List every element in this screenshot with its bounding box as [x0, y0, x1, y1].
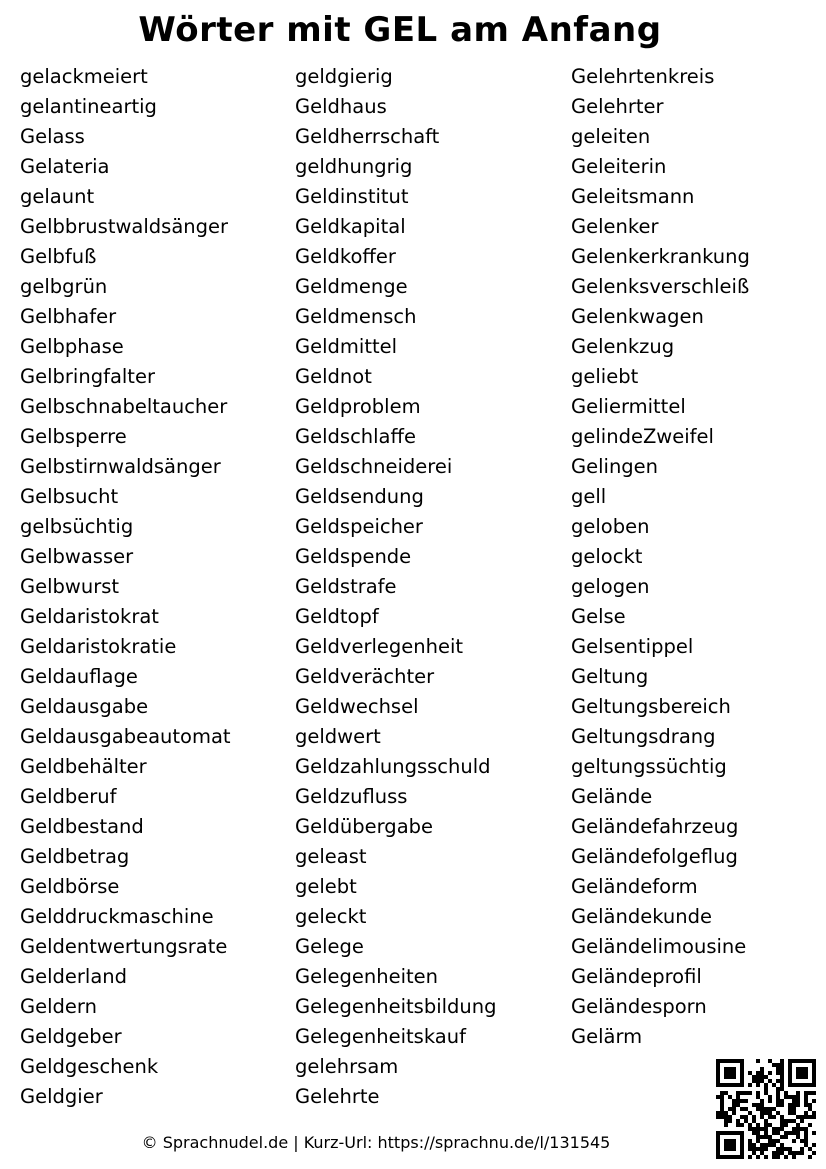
- word-item: Geländeprofil: [571, 965, 702, 988]
- word-item: Geldspende: [295, 545, 412, 568]
- word-item: Geldbörse: [20, 875, 120, 898]
- word-item: Geländeform: [571, 875, 698, 898]
- word-item: Gelbhafer: [20, 305, 117, 328]
- word-item: Geldtopf: [295, 605, 379, 628]
- word-item: Gelbwasser: [20, 545, 134, 568]
- word-item: Geldbestand: [20, 815, 144, 838]
- word-item: Geldaristokrat: [20, 605, 159, 628]
- word-item: Geldmensch: [295, 305, 417, 328]
- word-item: gell: [571, 485, 607, 508]
- word-item: Gelehrter: [571, 95, 664, 118]
- word-item: gelebt: [295, 875, 357, 898]
- word-item: Geldgier: [20, 1085, 103, 1108]
- word-item: geloben: [571, 515, 650, 538]
- word-item: Geldausgabe: [20, 695, 149, 718]
- word-column-3: [571, 62, 750, 1052]
- word-item: Geldsendung: [295, 485, 424, 508]
- word-item: Geldhaus: [295, 95, 387, 118]
- word-item: Geldzufluss: [295, 785, 408, 808]
- word-item: gelbsüchtig: [20, 515, 134, 538]
- word-item: Geldaristokratie: [20, 635, 177, 658]
- word-item: Geldschneiderei: [295, 455, 453, 478]
- word-item: Geländekunde: [571, 905, 712, 928]
- word-item: Geldausgabeautomat: [20, 725, 231, 748]
- word-item: gelbgrün: [20, 275, 108, 298]
- footer-credit: © Sprachnudel.de | Kurz-Url: https://sprachnu.de/l/131545: [141, 1133, 611, 1152]
- word-item: Geleitsmann: [571, 185, 695, 208]
- word-item: Gelenkzug: [571, 335, 675, 358]
- word-item: Geldern: [20, 995, 97, 1018]
- word-item: Gelbschnabeltaucher: [20, 395, 228, 418]
- word-item: Gelderland: [20, 965, 128, 988]
- word-item: Geldgeschenk: [20, 1055, 159, 1078]
- word-item: Geldauflage: [20, 665, 138, 688]
- word-item: Gelärm: [571, 1025, 643, 1048]
- word-item: Gelenkwagen: [571, 305, 704, 328]
- word-item: Gelegenheiten: [295, 965, 439, 988]
- word-item: Geldmittel: [295, 335, 398, 358]
- word-item: Geldkoffer: [295, 245, 396, 268]
- word-item: geleckt: [295, 905, 367, 928]
- word-item: geldgierig: [295, 65, 393, 88]
- word-item: Gelbsucht: [20, 485, 119, 508]
- word-item: Gelddruckmaschine: [20, 905, 214, 928]
- word-item: Gelsentippel: [571, 635, 694, 658]
- word-item: Gelenksverschleiß: [571, 275, 750, 298]
- word-item: geldhungrig: [295, 155, 413, 178]
- word-item: Geldherrschaft: [295, 125, 440, 148]
- word-item: Geldentwertungsrate: [20, 935, 228, 958]
- word-item: Geldbetrag: [20, 845, 130, 868]
- word-item: Geländefahrzeug: [571, 815, 739, 838]
- word-item: Gelbringfalter: [20, 365, 155, 388]
- word-column-1: [20, 62, 231, 1112]
- word-item: Geldkapital: [295, 215, 406, 238]
- word-item: Gelege: [295, 935, 364, 958]
- word-item: Gelehrtenkreis: [571, 65, 715, 88]
- word-item: Gelegenheitsbildung: [295, 995, 497, 1018]
- word-item: Geldberuf: [20, 785, 117, 808]
- word-item: Gelse: [571, 605, 626, 628]
- word-item: Gelbsperre: [20, 425, 127, 448]
- word-item: Gelass: [20, 125, 85, 148]
- word-item: gelogen: [571, 575, 650, 598]
- word-item: Geleiterin: [571, 155, 667, 178]
- word-item: geleast: [295, 845, 367, 868]
- word-item: Gelehrte: [295, 1085, 380, 1108]
- word-item: gelehrsam: [295, 1055, 399, 1078]
- word-item: gelindeZweifel: [571, 425, 714, 448]
- word-item: geldwert: [295, 725, 381, 748]
- word-item: Geldzahlungsschuld: [295, 755, 491, 778]
- word-item: Gelegenheitskauf: [295, 1025, 466, 1048]
- word-item: Gelbbrustwaldsänger: [20, 215, 229, 238]
- word-item: gelantineartig: [20, 95, 157, 118]
- word-item: Geldwechsel: [295, 695, 419, 718]
- word-item: gelockt: [571, 545, 643, 568]
- word-item: geliebt: [571, 365, 639, 388]
- word-item: gelackmeiert: [20, 65, 148, 88]
- word-item: geltungssüchtig: [571, 755, 727, 778]
- word-item: gelaunt: [20, 185, 95, 208]
- word-item: Geldverlegenheit: [295, 635, 464, 658]
- word-item: Gelbphase: [20, 335, 124, 358]
- word-item: Geldinstitut: [295, 185, 409, 208]
- word-item: Gelenkerkrankung: [571, 245, 750, 268]
- word-item: Geldstrafe: [295, 575, 397, 598]
- word-column-2: [295, 62, 497, 1112]
- word-item: Gelingen: [571, 455, 659, 478]
- word-item: Gelände: [571, 785, 653, 808]
- word-item: Geldschlaffe: [295, 425, 416, 448]
- word-item: Geldnot: [295, 365, 372, 388]
- qr-code-icon: [716, 1059, 816, 1159]
- word-item: Geldspeicher: [295, 515, 423, 538]
- page-title: Wörter mit GEL am Anfang: [138, 10, 662, 50]
- word-item: Geländelimousine: [571, 935, 747, 958]
- word-item: Gelbstirnwaldsänger: [20, 455, 221, 478]
- word-item: Geländefolgeflug: [571, 845, 738, 868]
- word-item: Geldübergabe: [295, 815, 434, 838]
- word-item: Gelbwurst: [20, 575, 120, 598]
- word-item: Geldbehälter: [20, 755, 147, 778]
- word-item: Geldverächter: [295, 665, 435, 688]
- word-item: Geldmenge: [295, 275, 408, 298]
- word-item: Gelenker: [571, 215, 659, 238]
- word-item: Geldproblem: [295, 395, 421, 418]
- word-item: Geltung: [571, 665, 649, 688]
- word-item: Geltungsdrang: [571, 725, 716, 748]
- word-item: Geltungsbereich: [571, 695, 731, 718]
- word-item: Geländesporn: [571, 995, 707, 1018]
- word-item: Geliermittel: [571, 395, 686, 418]
- word-item: Geldgeber: [20, 1025, 122, 1048]
- word-item: geleiten: [571, 125, 651, 148]
- word-item: Gelbfuß: [20, 245, 97, 268]
- word-item: Gelateria: [20, 155, 110, 178]
